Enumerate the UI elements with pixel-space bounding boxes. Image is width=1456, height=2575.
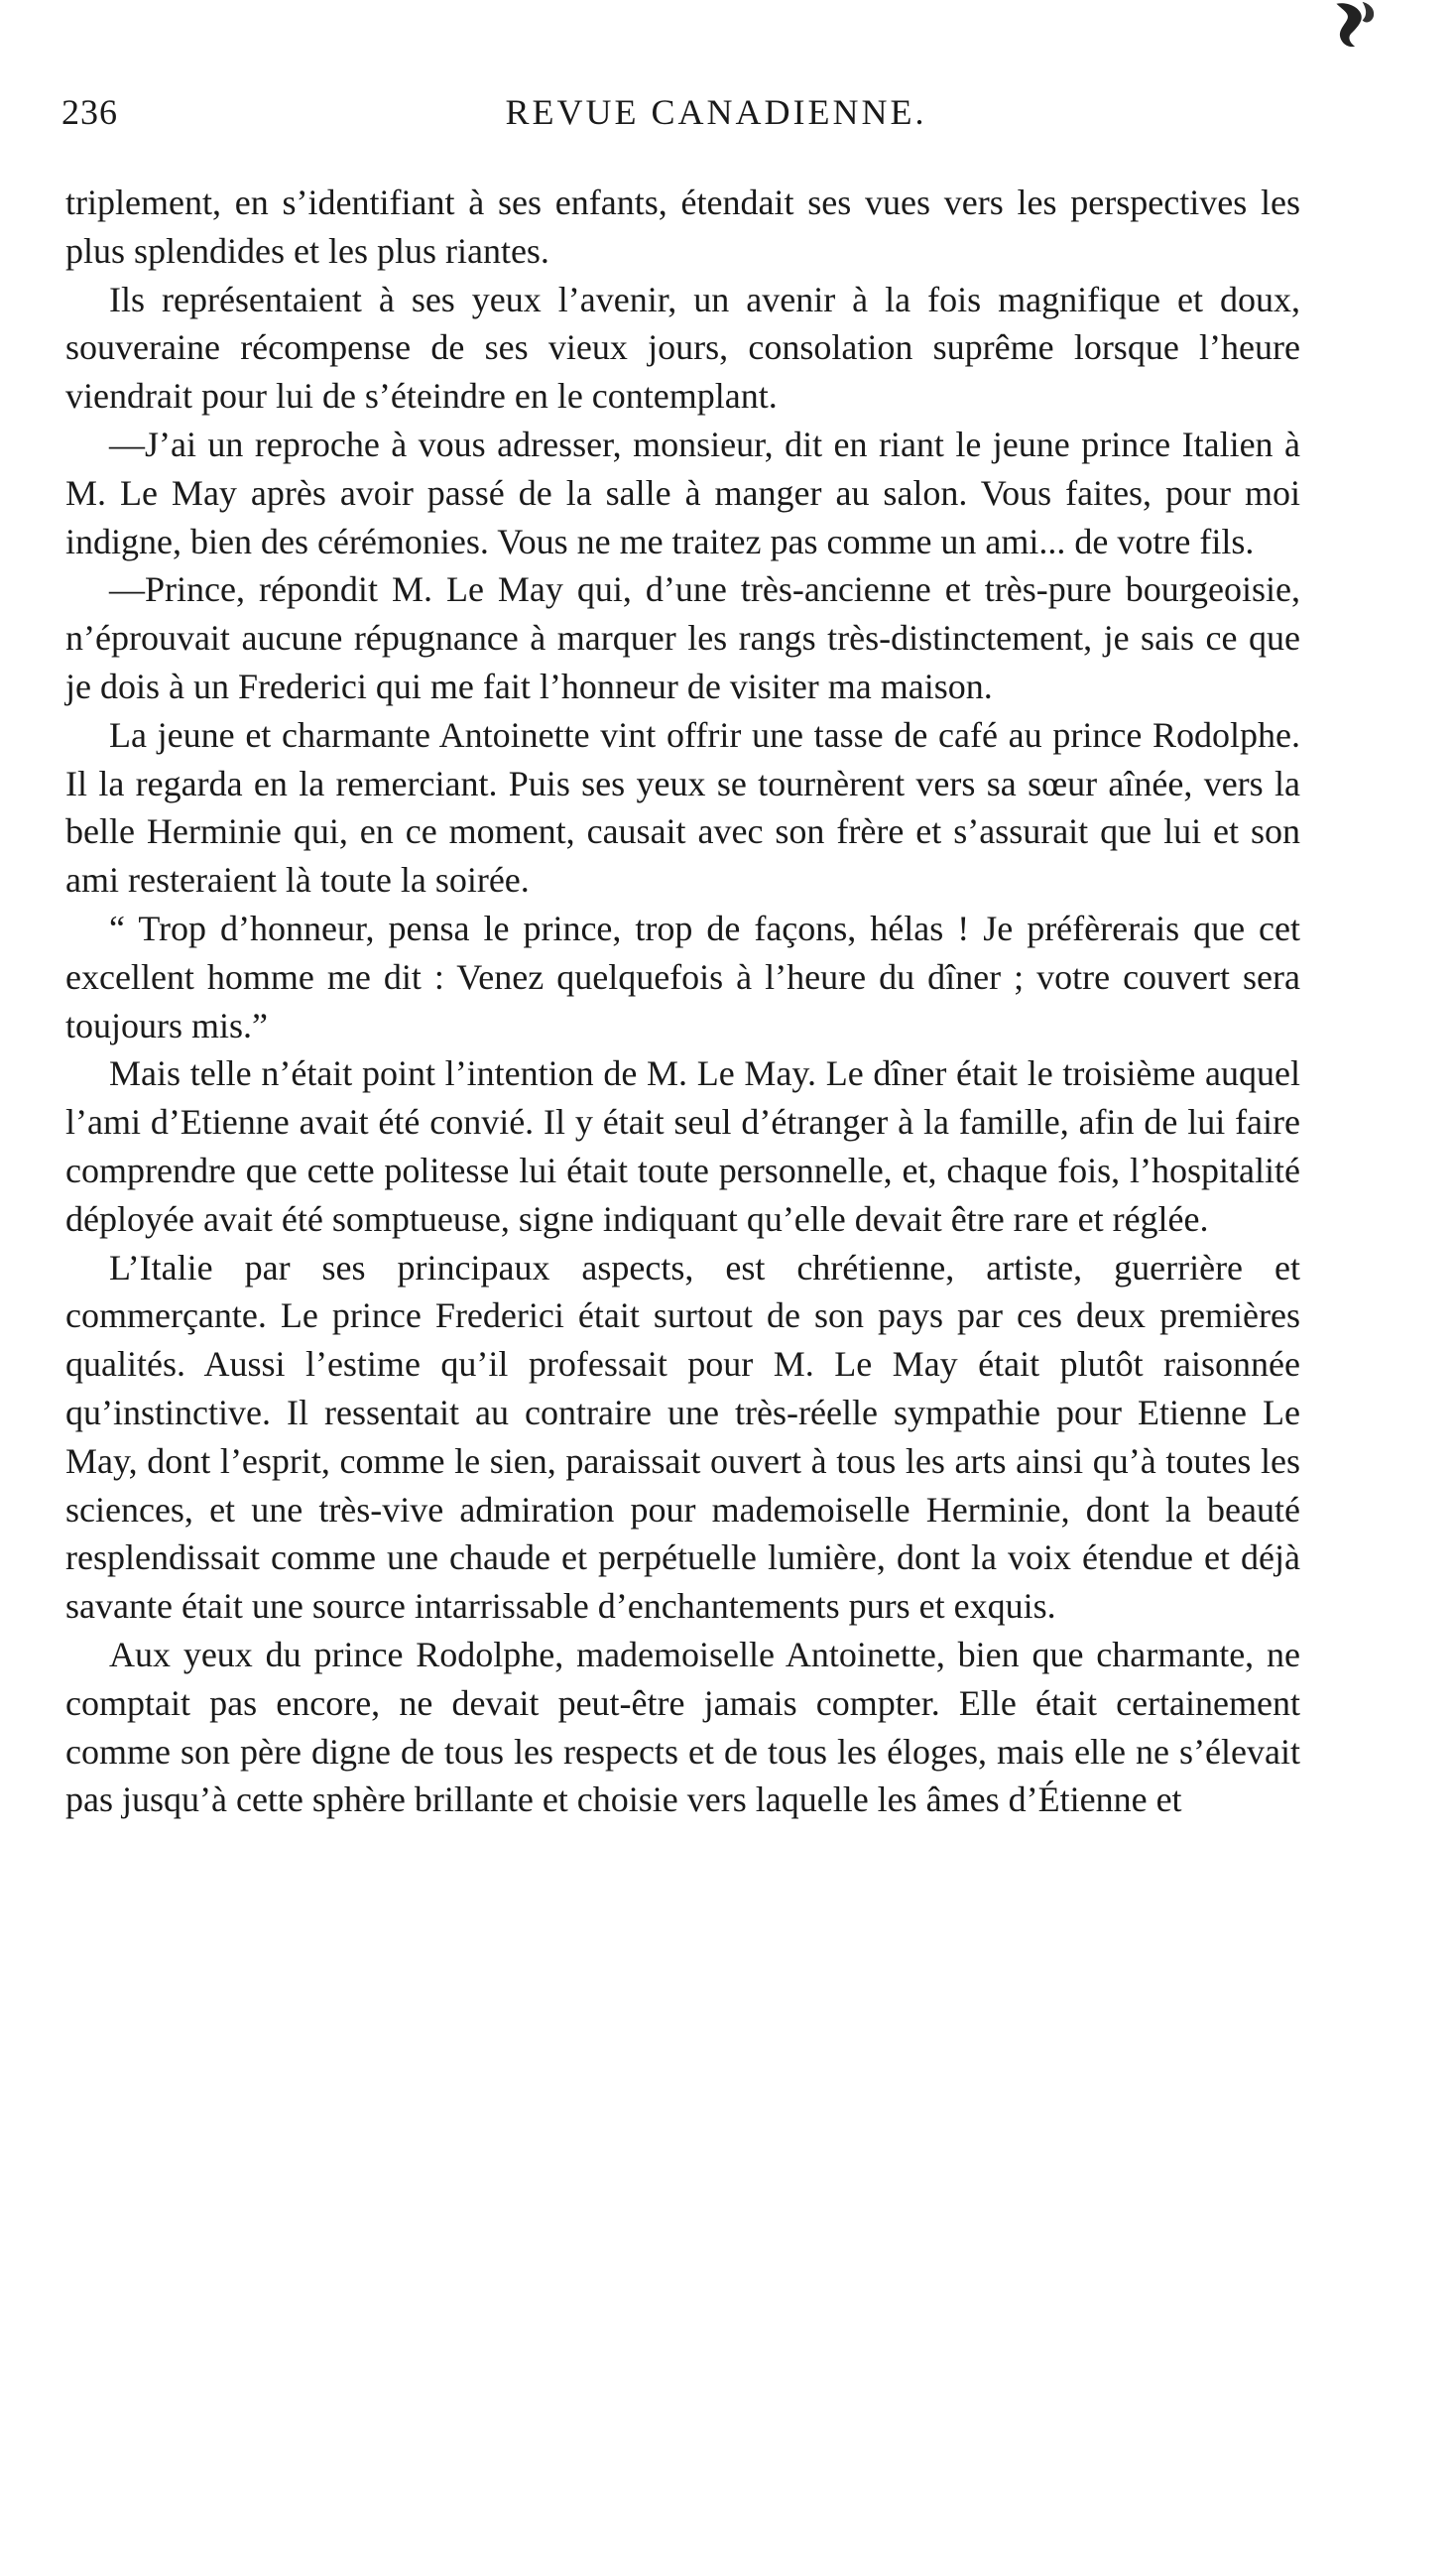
paragraph-4: —Prince, répondit M. Le May qui, d’une très-ancienne et très-pure bourgeoisie, n’éprouvait aucune répugnance à marquer les rangs très-distinctement, je sais ce que je dois à un Frederici qui me fait l’honneur de visiter ma maison. [65,569,1300,706]
paragraph-5: La jeune et charmante Antoinette vint offrir une tasse de café au prince Rodolphe. Il la regarda en la remerciant. Puis ses yeux se tournèrent vers sa sœur aînée, vers la belle Herminie qui, en ce moment, causait avec son frère et s’assurait que lui et son ami resteraient là toute la soirée. [65,714,1300,901]
paragraph-6: “ Trop d’honneur, pensa le prince, trop de façons, hélas ! Je préfèrerais que cet excellent homme me dit : Venez quelquefois à l’heure du dîner ; votre couvert sera toujours mis.” [65,908,1300,1045]
page-header [61,91,1291,151]
paragraph-2: Ils représentaient à ses yeux l’avenir, un avenir à la fois magnifique et doux, souveraine récompense de ses vieux jours, consolation suprême lorsque l’heure viendrait pour lui de s’éteindre en le contemplant. [65,279,1300,417]
body-text [65,179,1300,1824]
paragraph-9: Aux yeux du prince Rodolphe, mademoiselle Antoinette, bien que charmante, ne comptait pas encore, ne devait peut-être jamais compter. Elle était certainement comme son père digne de tous les respects et de tous les éloges, mais elle ne s’élevait pas jusqu’à cette sphère brillante et choisie vers laquelle les âmes d’Étienne et [65,1634,1300,1820]
running-head: REVUE CANADIENNE. [505,92,927,132]
paragraph-1: triplement, en s’identifiant à ses enfants, étendait ses vues vers les perspectives les plus splendides et les plus riantes. [65,183,1300,271]
ink-smudge-icon [1327,0,1387,56]
page-number: 236 [61,92,118,132]
paragraph-7: Mais telle n’était point l’intention de M. Le May. Le dîner était le troisième auquel l’ami d’Etienne avait été convié. Il y était seul d’étranger à la famille, afin de lui faire comprendre que cette politesse lui était toute personnelle, et, chaque fois, l’hospitalité déployée avait été somptueuse, signe indiquant qu’elle devait être rare et réglée. [65,1053,1300,1239]
paragraph-3: —J’ai un reproche à vous adresser, monsieur, dit en riant le jeune prince Italien à M. Le May après avoir passé de la salle à manger au salon. Vous faites, pour moi indigne, bien des cérémonies. Vous ne me traitez pas comme un ami... de votre fils. [65,424,1300,561]
paragraph-8: L’Italie par ses principaux aspects, est chrétienne, artiste, guerrière et commerçante. Le prince Frederici était surtout de son pays par ces deux premières qualités. Aussi l’estime qu’il professait pour M. Le May était plutôt raisonnée qu’instinctive. Il ressentait au contraire une très-réelle sympathie pour Etienne Le May, dont l’esprit, comme le sien, paraissait ouvert à tous les arts ainsi qu’à toutes les sciences, et une très-vive admiration pour mademoiselle Herminie, dont la beauté resplendissait comme une chaude et perpétuelle lumière, dont la voix étendue et déjà savante était une source intarrissable d’enchantements purs et exquis. [65,1247,1300,1627]
